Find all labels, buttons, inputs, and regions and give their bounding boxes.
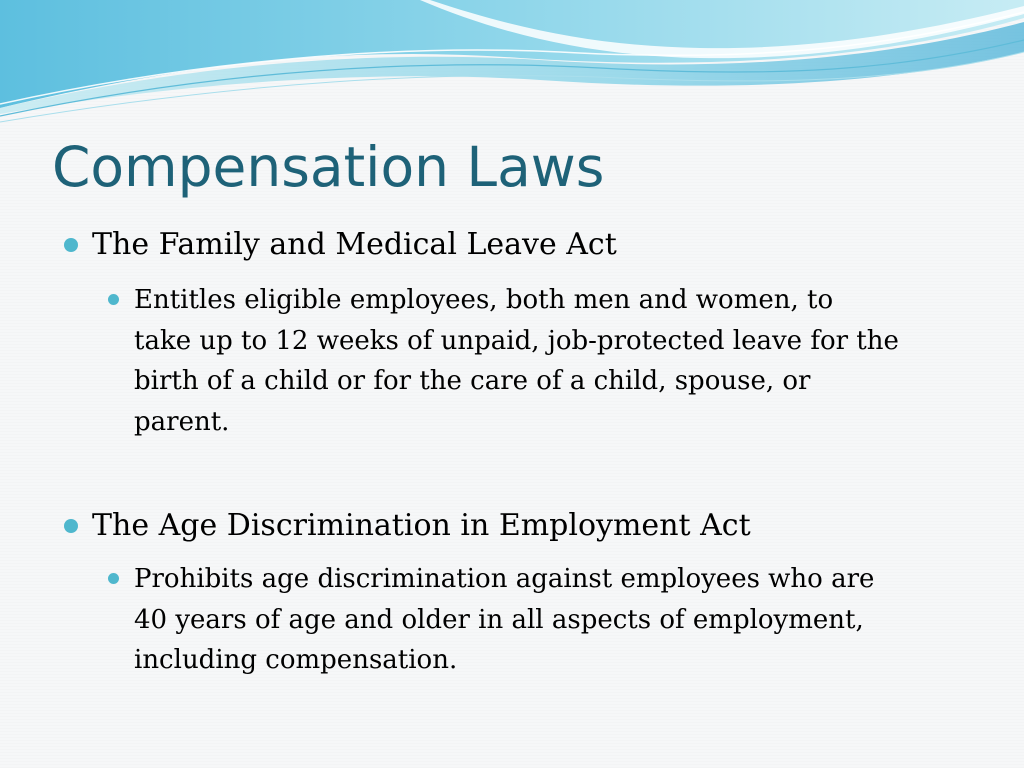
header-wave-decoration [0, 0, 1024, 130]
section-detail-adea [134, 559, 1004, 681]
detail-line: Prohibits age discrimination against employees who are [134, 564, 875, 594]
slide-title: Compensation Laws [52, 135, 605, 199]
detail-line: take up to 12 weeks of unpaid, job-protected leave for the [134, 325, 899, 356]
section-heading-fmla: The Family and Medical Leave Act [92, 227, 617, 262]
bullet-dot-icon [64, 238, 78, 252]
section-heading-adea: The Age Discrimination in Employment Act [92, 508, 751, 543]
detail-line: 40 years of age and older in all aspects of employment, [134, 604, 864, 635]
detail-line: birth of a child or for the care of a child, spouse, or [134, 366, 811, 396]
bullet-dot-icon [64, 519, 78, 533]
detail-line: Entitles eligible employees, both men and women, to [134, 285, 834, 315]
sub-bullet-dot-icon [108, 294, 119, 305]
detail-line: parent. [134, 406, 230, 437]
section-detail-fmla [134, 280, 1004, 442]
sub-bullet-dot-icon [108, 573, 119, 584]
detail-line: including compensation. [134, 645, 458, 675]
